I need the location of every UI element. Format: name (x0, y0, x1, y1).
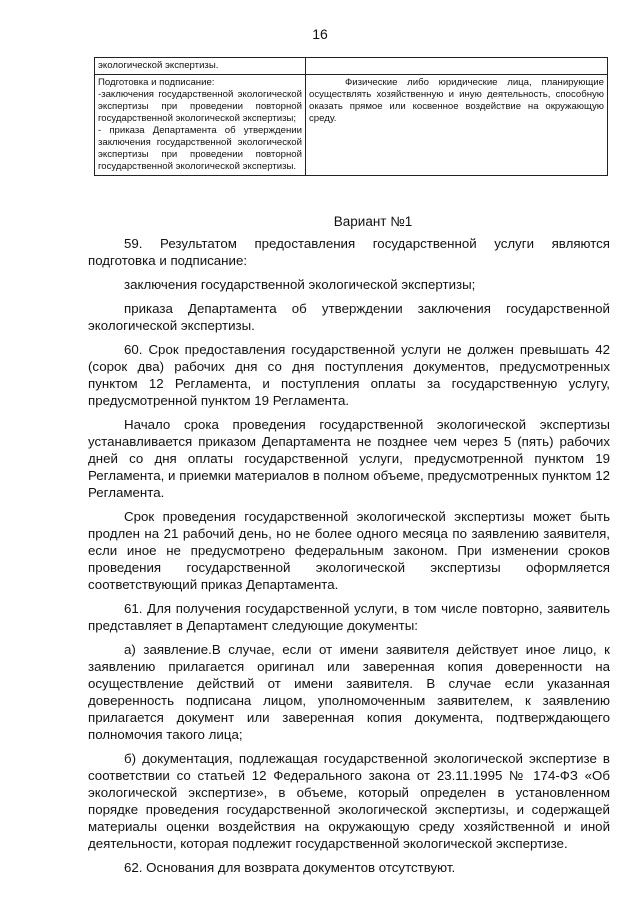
page-number: 16 (312, 26, 328, 42)
cell-line: -заключения государственной экологической экспертизы при проведении повторной государственной экологической экспертизы; (98, 89, 302, 124)
table-cell (95, 75, 306, 176)
paragraph: приказа Департамента об утверждении заключения государственной экологической экспертизы. (88, 301, 610, 333)
table-row (95, 58, 608, 75)
table-cell: экологической экспертизы. (95, 58, 306, 75)
table-cell (306, 58, 608, 75)
table-cell: Физические либо юридические лица, планирующие осуществлять хозяйственную и иную деятельность, способную оказать прямое или косвенное воздействие на окружающую среду. (306, 75, 608, 176)
paragraph: 61. Для получения государственной услуги, в том числе повторно, заявитель представляет в Департамент следующие документы: (88, 601, 610, 633)
paragraph: 62. Основания для возврата документов отсутствуют. (124, 860, 456, 875)
document-body (88, 213, 610, 883)
cell-line: Подготовка и подписание: (98, 77, 215, 88)
paragraph: заключения государственной экологической экспертизы; (124, 277, 476, 292)
paragraph: 59. Результатом предоставления государственной услуги являются подготовка и подписание: (88, 236, 610, 268)
document-table (94, 57, 608, 176)
paragraph: Срок проведения государственной экологической экспертизы может быть продлен на 21 рабочий день, но не более одного месяца по заявлению заявителя, если иное не предусмотрено федеральным законом. При изменении сроков проведения государственной экологической экспертизы оформляется соответствующий приказ Департамента. (88, 509, 610, 592)
section-heading: Вариант №1 (333, 214, 413, 229)
table-row (95, 75, 608, 176)
paragraph: Начало срока проведения государственной экологической экспертизы устанавливается приказом Департамента не позднее чем через 5 (пять) рабочих дней со дня оплаты государственной услуги, предусмотренной пунктом 19 Регламента, и приемки материалов в полном объеме, предусмотренных пунктом 12 Регламента. (88, 417, 610, 500)
paragraph: б) документация, подлежащая государственной экологической экспертизе в соответствии со статьей 12 Федерального закона от 23.11.1995 № 174-ФЗ «Об экологической экспертизе», в объеме, который определен в установленном порядке проведения государственной экологической экспертизы, и содержащей материалы оценки воздействия на окружающую среду хозяйственной и иной деятельности, которая подлежит государственной экологической экспертизе. (88, 751, 610, 851)
cell-line: - приказа Департамента об утверждении заключения государственной экологической экспертизы при проведении повторной государственной экологической экспертизы. (98, 125, 302, 172)
paragraph: а) заявление.В случае, если от имени заявителя действует иное лицо, к заявлению прилагается оригинал или заверенная копия доверенности на осуществление действий от имени заявителя. В случае если указанная доверенность подписана лицом, уполномоченным заявителем, к заявлению прилагается документ или заверенная копия документа, подтверждающего полномочия такого лица; (88, 642, 610, 742)
paragraph: 60. Срок предоставления государственной услуги не должен превышать 42 (сорок два) рабочих дня со дня поступления документов, предусмотренных пунктом 12 Регламента, и поступления оплаты за государственную услугу, предусмотренной пунктом 19 Регламента. (88, 342, 610, 408)
